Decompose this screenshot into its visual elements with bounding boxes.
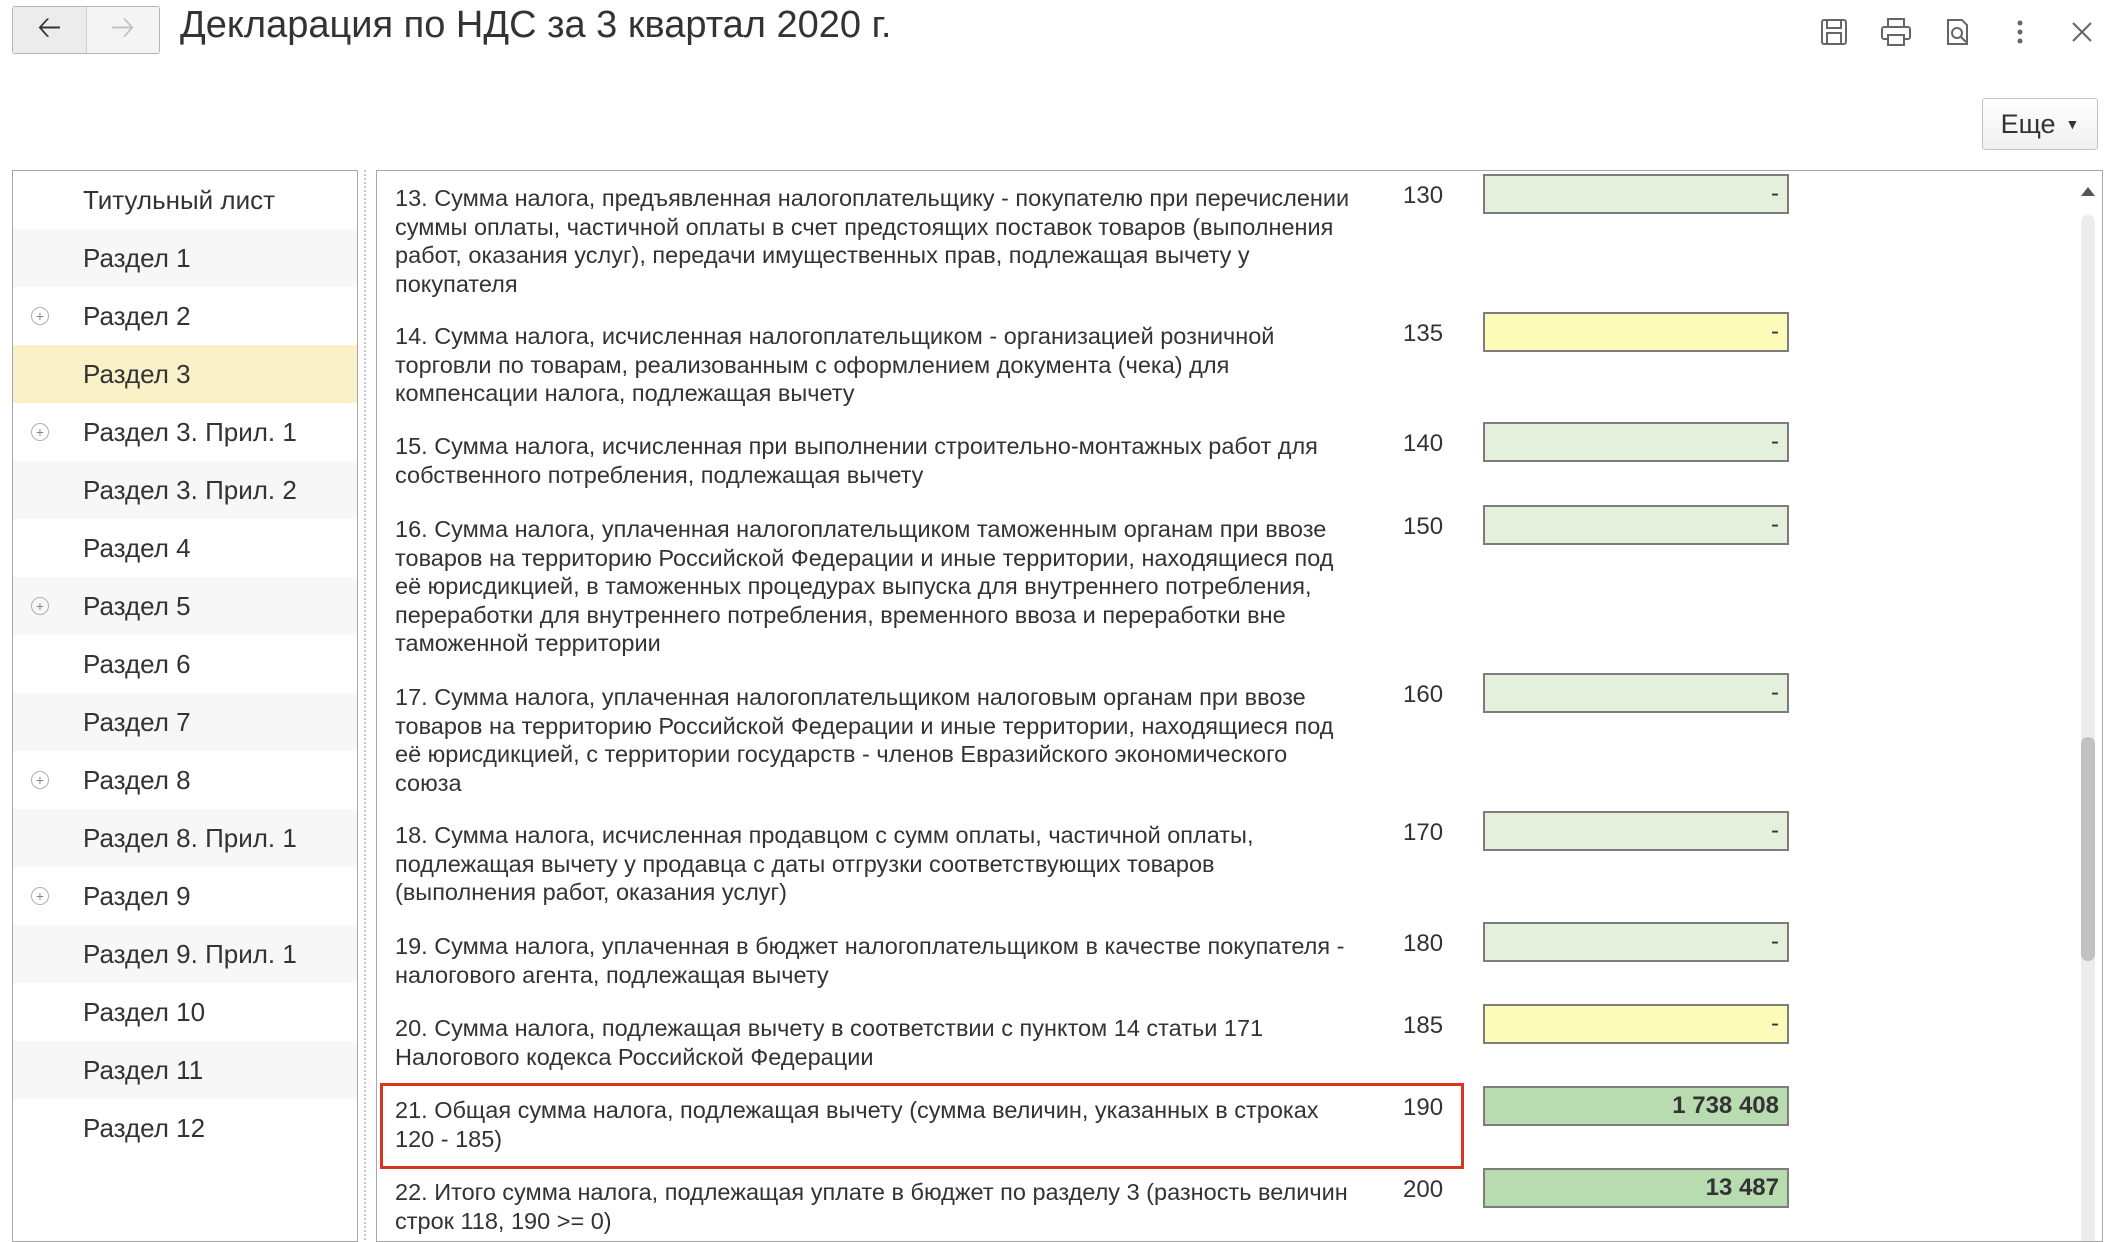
amount-field[interactable]: - <box>1483 422 1789 462</box>
sidebar-item-label: Раздел 12 <box>83 1112 206 1143</box>
print-button[interactable] <box>1876 12 1916 52</box>
sidebar-item-label: Раздел 8 <box>83 764 191 795</box>
sidebar-item[interactable] <box>13 519 357 577</box>
row-description: 17. Сумма налога, уплаченная налогоплательщиком налоговым органам при ввозе товаров на территорию Российской Федерации и иные территории, находящиеся под её юрисдикцией, с территории государств - членов Евразийского экономического союза <box>395 684 1334 796</box>
expand-icon[interactable]: + <box>31 423 49 441</box>
row-description: 21. Общая сумма налога, подлежащая вычету (сумма величин, указанных в строках 120 - 185) <box>395 1097 1319 1152</box>
sidebar-item[interactable] <box>13 403 357 461</box>
row-code: 135 <box>1403 320 1444 347</box>
amount-field[interactable]: - <box>1483 174 1789 214</box>
sidebar-item[interactable] <box>13 867 357 925</box>
sidebar-item-label: Раздел 5 <box>83 590 191 621</box>
row-code: 150 <box>1403 513 1444 540</box>
sidebar-item-label: Раздел 1 <box>83 242 191 273</box>
sidebar-item[interactable] <box>13 983 357 1041</box>
page-title: Декларация по НДС за 3 квартал 2020 г. <box>180 4 892 46</box>
row-code: 130 <box>1403 182 1444 209</box>
back-button[interactable] <box>13 7 87 53</box>
row-code: 160 <box>1403 681 1444 708</box>
forward-button[interactable] <box>87 7 160 53</box>
row-description: 19. Сумма налога, уплаченная в бюджет налогоплательщиком в качестве покупателя - налогового агента, подлежащая вычету <box>395 933 1345 988</box>
sidebar-item-label: Раздел 6 <box>83 648 191 679</box>
arrow-right-icon: 🡢 <box>110 10 135 44</box>
sidebar-item[interactable] <box>13 345 357 403</box>
sidebar-item-label: Раздел 4 <box>83 532 191 563</box>
row-code: 170 <box>1403 819 1444 846</box>
scroll-thumb[interactable] <box>2081 737 2095 961</box>
sidebar-item-label: Титульный лист <box>83 184 276 215</box>
arrow-left-icon: 🡠 <box>37 10 62 44</box>
amount-field[interactable]: - <box>1483 312 1789 352</box>
sidebar-item[interactable] <box>13 287 357 345</box>
print-icon <box>1880 17 1912 47</box>
sidebar-item[interactable] <box>13 751 357 809</box>
preview-icon <box>1943 17 1973 47</box>
sidebar-item-label: Раздел 7 <box>83 706 191 737</box>
save-button[interactable] <box>1814 12 1854 52</box>
more-menu-label: Еще <box>2000 108 2056 139</box>
expand-icon[interactable]: + <box>31 887 49 905</box>
close-icon <box>2070 20 2094 44</box>
amount-field[interactable]: - <box>1483 1004 1789 1044</box>
sidebar-item[interactable] <box>13 171 357 229</box>
amount-field[interactable]: - <box>1483 811 1789 851</box>
amount-field[interactable]: - <box>1483 922 1789 962</box>
sidebar-item-label: Раздел 9. Прил. 1 <box>83 938 297 969</box>
amount-field[interactable]: - <box>1483 673 1789 713</box>
row-description: 16. Сумма налога, уплаченная налогоплательщиком таможенным органам при ввозе товаров на территорию Российской Федерации и иные территории, находящиеся под её юрисдикцией, в таможенных процедурах выпуска для внутреннего потребления, переработки для внутреннего потребления, временного ввоза и переработки вне таможенной территории <box>395 516 1334 656</box>
more-vertical-icon <box>2015 18 2025 46</box>
row-description: 20. Сумма налога, подлежащая вычету в соответствии с пунктом 14 статьи 171 Налогового кодекса Российской Федерации <box>395 1015 1264 1070</box>
row-code: 200 <box>1403 1176 1444 1203</box>
sidebar-item-label: Раздел 3. Прил. 1 <box>83 416 297 447</box>
sidebar-item[interactable] <box>13 693 357 751</box>
expand-icon[interactable]: + <box>31 597 49 615</box>
row-code: 140 <box>1403 430 1444 457</box>
sidebar-item[interactable] <box>13 229 357 287</box>
sidebar-item-label: Раздел 9 <box>83 880 191 911</box>
sidebar-item-label: Раздел 8. Прил. 1 <box>83 822 297 853</box>
row-code: 190 <box>1403 1094 1444 1121</box>
expand-icon[interactable]: + <box>31 307 49 325</box>
sidebar-item-label: Раздел 11 <box>83 1054 204 1085</box>
amount-field[interactable]: - <box>1483 505 1789 545</box>
sidebar-item-label: Раздел 10 <box>83 996 206 1027</box>
sidebar-item[interactable] <box>13 635 357 693</box>
amount-field[interactable]: 1 738 408 <box>1483 1086 1789 1126</box>
vertical-scrollbar[interactable] <box>2076 171 2102 1241</box>
sidebar-item-label: Раздел 3 <box>83 358 191 389</box>
preview-button[interactable] <box>1938 12 1978 52</box>
window-toolbar <box>1814 12 2102 52</box>
row-code: 185 <box>1403 1012 1444 1039</box>
row-description: 13. Сумма налога, предъявленная налогоплательщику - покупателю при перечислении суммы оплаты, частичной оплаты в счет предстоящих поставок товаров (выполнения работ, оказания услуг), передачи имущественных прав, подлежащая вычету у покупателя <box>395 185 1350 297</box>
row-description: 15. Сумма налога, исчисленная при выполнении строительно-монтажных работ для собственного потребления, подлежащая вычету <box>395 433 1318 488</box>
form-area <box>376 170 2103 1242</box>
more-menu-button[interactable] <box>1982 98 2098 150</box>
sidebar-item-label: Раздел 3. Прил. 2 <box>83 474 297 505</box>
more-actions-button[interactable] <box>2000 12 2040 52</box>
row-description: 22. Итого сумма налога, подлежащая уплате в бюджет по разделу 3 (разность величин строк 118, 190 >= 0) <box>395 1179 1348 1234</box>
amount-field[interactable]: 13 487 <box>1483 1168 1789 1208</box>
scroll-track[interactable] <box>2081 215 2095 1242</box>
scroll-up-icon[interactable] <box>2081 187 2095 196</box>
sidebar-item-label: Раздел 2 <box>83 300 191 331</box>
sidebar-item[interactable] <box>13 1041 357 1099</box>
close-button[interactable] <box>2062 12 2102 52</box>
sidebar-item[interactable] <box>13 577 357 635</box>
row-description: 14. Сумма налога, исчисленная налогоплательщиком - организацией розничной торговли по товарам, реализованным с оформлением документа (чека) для компенсации налога, подлежащая вычету <box>395 323 1275 406</box>
sections-sidebar <box>12 170 358 1242</box>
sidebar-item[interactable] <box>13 925 357 983</box>
sidebar-item[interactable] <box>13 1099 357 1157</box>
panel-splitter[interactable] <box>364 170 366 1240</box>
sidebar-item[interactable] <box>13 809 357 867</box>
expand-icon[interactable]: + <box>31 771 49 789</box>
save-icon <box>1819 17 1849 47</box>
chevron-down-icon: ▼ <box>2065 116 2080 132</box>
history-nav <box>12 6 160 54</box>
sidebar-item[interactable] <box>13 461 357 519</box>
row-code: 180 <box>1403 930 1444 957</box>
row-description: 18. Сумма налога, исчисленная продавцом с сумм оплаты, частичной оплаты, подлежащая вычету у продавца с даты отгрузки соответствующих товаров (выполнения работ, оказания услуг) <box>395 822 1254 905</box>
